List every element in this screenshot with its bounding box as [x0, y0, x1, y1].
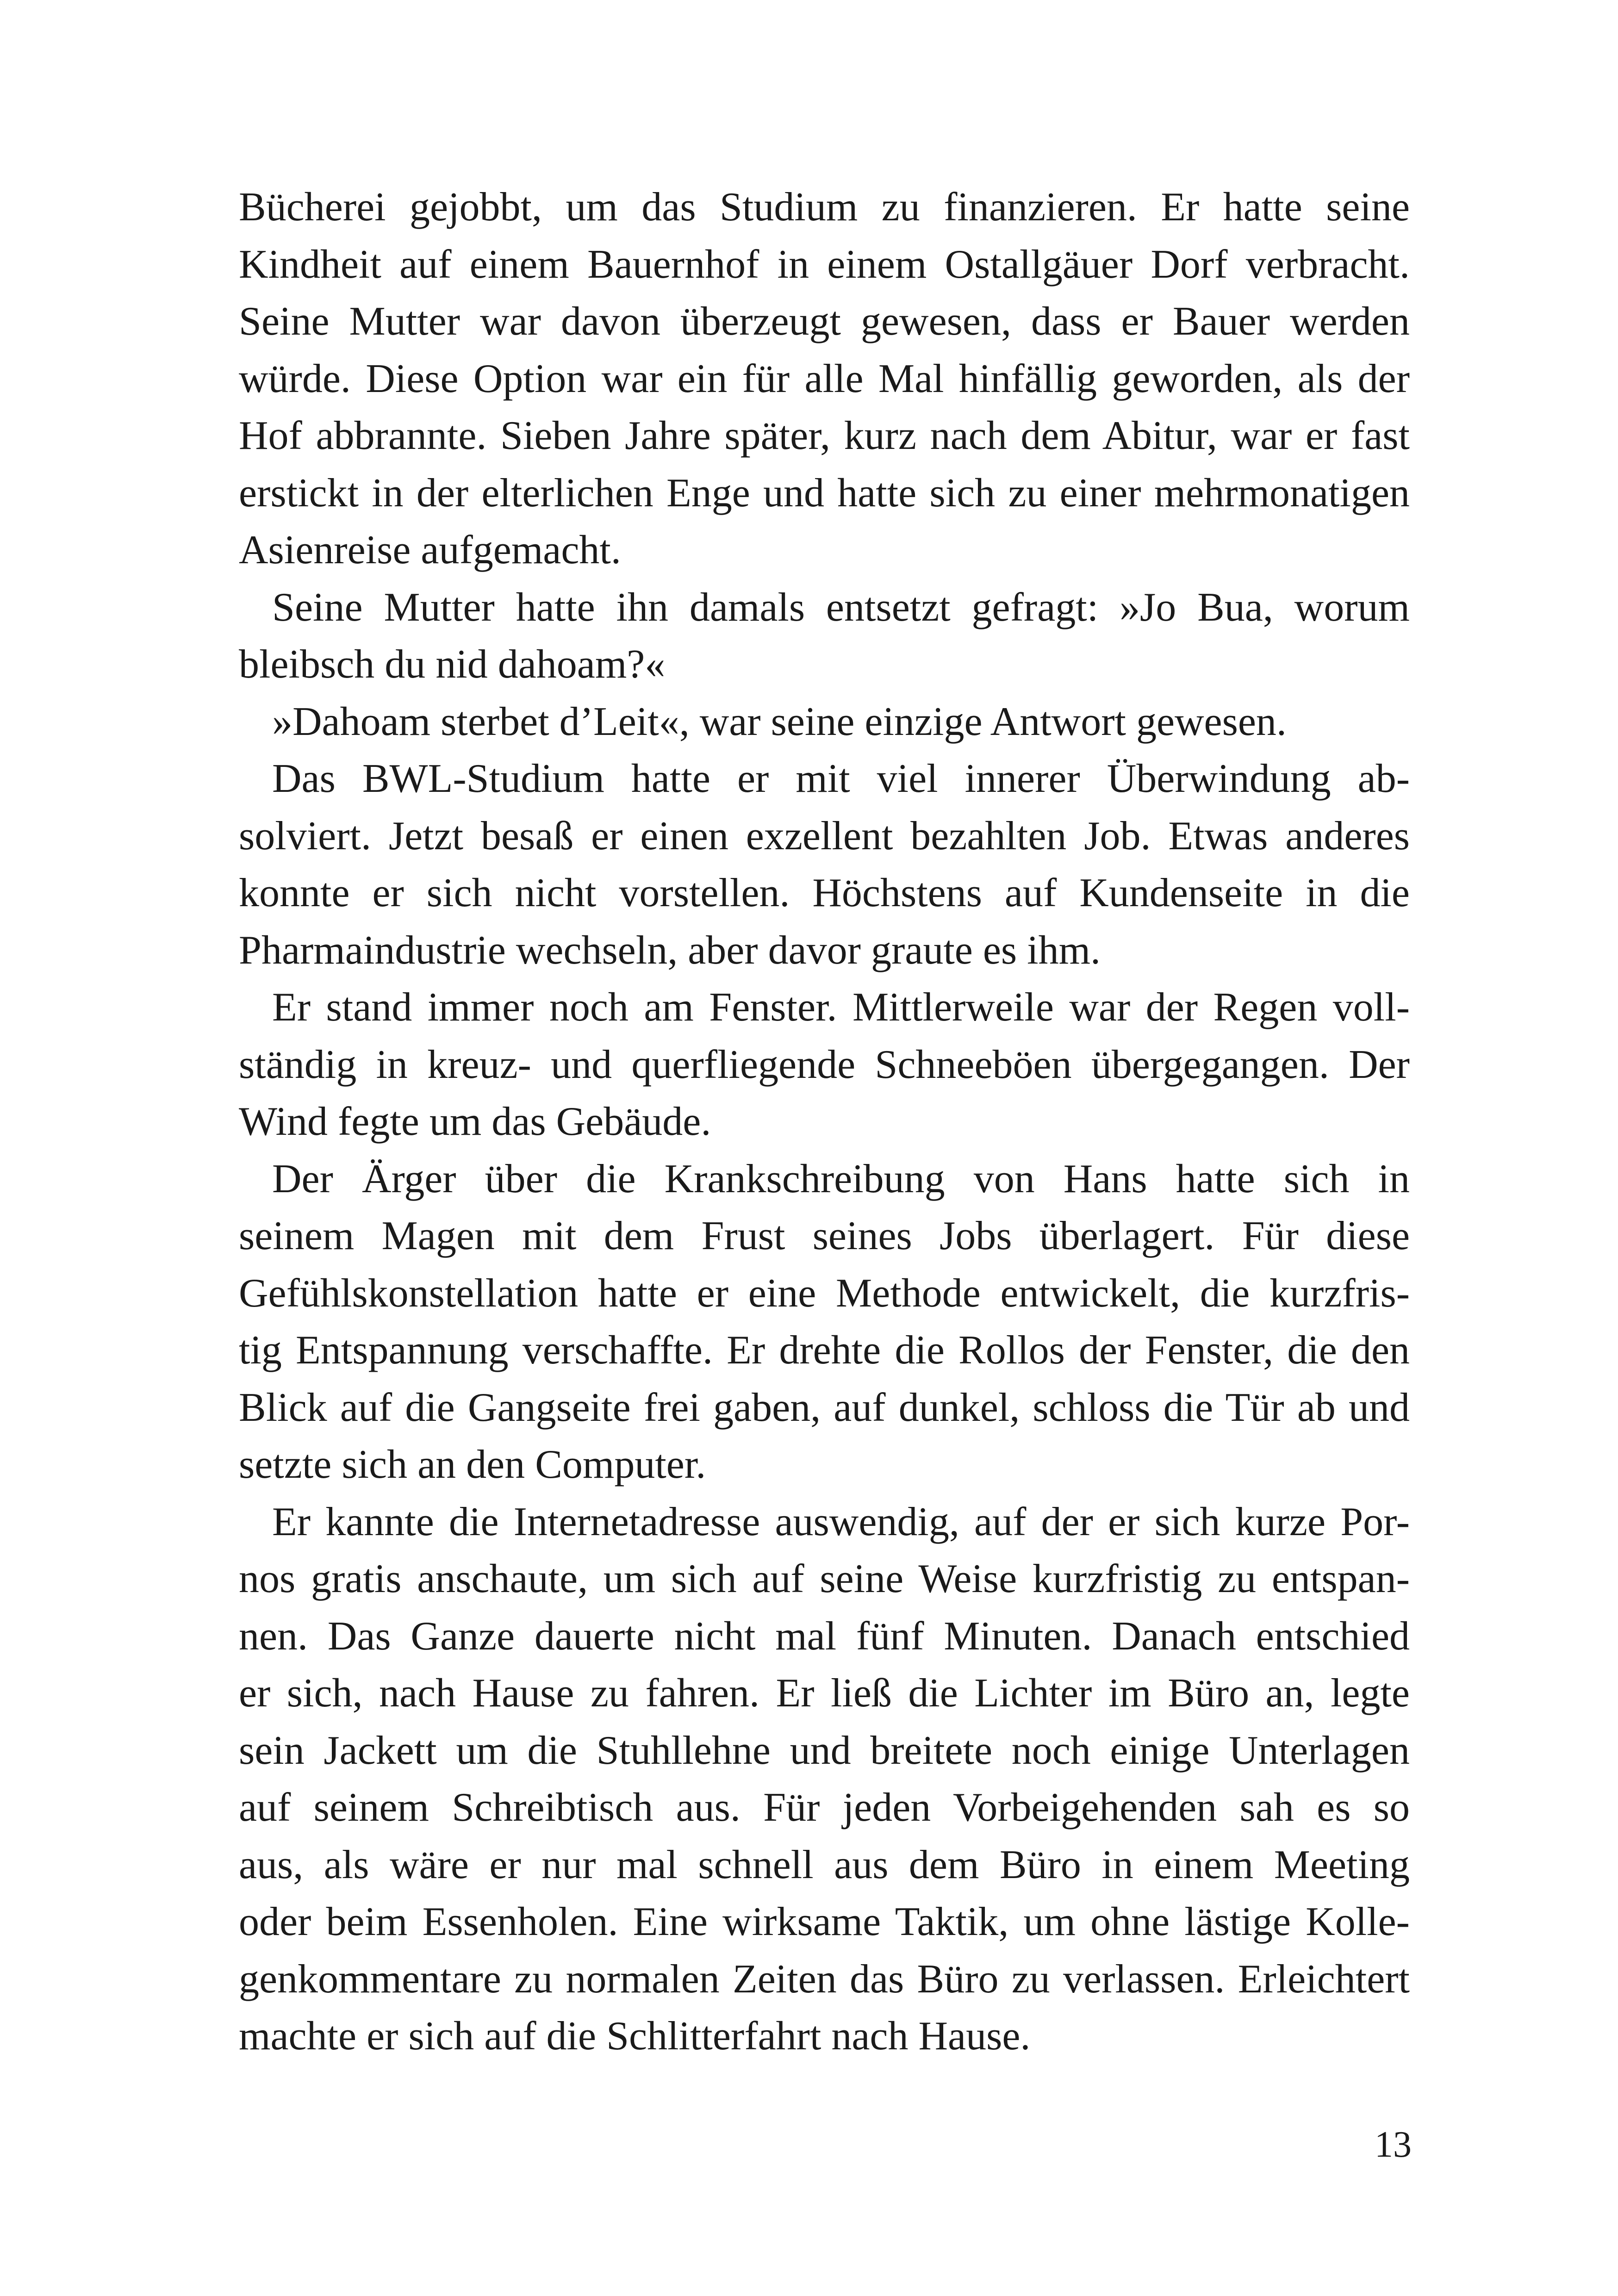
text-line: genkommentare zu normalen Zeiten das Büro zu verlassen. Erleichtert — [239, 1956, 1410, 2002]
text-line: Der Ärger über die Krankschreibung von Hans hatte sich in — [272, 1156, 1410, 1201]
text-line: Das BWL-Studium hatte er mit viel innerer Überwindung ab- — [272, 756, 1410, 801]
text-line: Kindheit auf einem Bauernhof in einem Ostallgäuer Dorf verbracht. — [239, 242, 1410, 287]
page-number: 13 — [1375, 2124, 1412, 2165]
text-line: setzte sich an den Computer. — [239, 1442, 706, 1487]
text-line: ständig in kreuz- und querfliegende Schneeböen übergegangen. Der — [239, 1042, 1410, 1087]
paragraph — [239, 1151, 1410, 1493]
text-line: konnte er sich nicht vorstellen. Höchstens auf Kundenseite in die — [239, 871, 1410, 915]
paragraph — [239, 579, 1410, 693]
text-line: Asienreise aufgemacht. — [239, 528, 621, 572]
paragraph — [239, 179, 1410, 579]
text-line: »Dahoam sterbet d’Leit«, war seine einzige Antwort gewesen. — [272, 699, 1287, 744]
text-line: Wind fegte um das Gebäude. — [239, 1099, 711, 1144]
text-line: nen. Das Ganze dauerte nicht mal fünf Minuten. Danach entschied — [239, 1613, 1410, 1659]
text-line: Blick auf die Gangseite frei gaben, auf dunkel, schloss die Tür ab und — [239, 1385, 1410, 1430]
text-line: seinem Magen mit dem Frust seines Jobs überlagert. Für diese — [239, 1213, 1410, 1258]
text-line: erstickt in der elterlichen Enge und hatte sich zu einer mehrmonatigen — [239, 470, 1410, 516]
text-line: Er stand immer noch am Fenster. Mittlerweile war der Regen voll- — [272, 985, 1410, 1030]
text-line: Bücherei gejobbt, um das Studium zu finanzieren. Er hatte seine — [239, 185, 1410, 230]
text-line: Hof abbrannte. Sieben Jahre später, kurz nach dem Abitur, war er fast — [239, 413, 1410, 458]
text-line: Seine Mutter war davon überzeugt gewesen, dass er Bauer werden — [239, 299, 1410, 344]
text-line: solviert. Jetzt besaß er einen exzellent bezahlten Job. Etwas anderes — [239, 813, 1410, 859]
paragraph — [239, 979, 1410, 1151]
text-line: sein Jackett um die Stuhllehne und breitete noch einige Unterlagen — [239, 1728, 1410, 1773]
body-text — [239, 179, 1410, 2065]
text-line: Er kannte die Internetadresse auswendig, auf der er sich kurze Por- — [272, 1499, 1410, 1544]
paragraph — [239, 750, 1410, 979]
text-line: aus, als wäre er nur mal schnell aus dem Büro in einem Meeting — [239, 1842, 1410, 1887]
paragraph — [239, 693, 1410, 751]
text-line: Seine Mutter hatte ihn damals entsetzt gefragt: »Jo Bua, worum — [272, 585, 1410, 630]
text-line: er sich, nach Hause zu fahren. Er ließ die Lichter im Büro an, legte — [239, 1671, 1410, 1716]
text-line: auf seinem Schreibtisch aus. Für jeden Vorbeigehenden sah es so — [239, 1785, 1410, 1830]
text-line: oder beim Essenholen. Eine wirksame Taktik, um ohne lästige Kolle- — [239, 1899, 1410, 1944]
text-line: machte er sich auf die Schlitterfahrt nach Hause. — [239, 2014, 1031, 2059]
text-line: bleibsch du nid dahoam?« — [239, 642, 666, 687]
text-line: würde. Diese Option war ein für alle Mal hinfällig geworden, als der — [239, 356, 1410, 401]
text-line: nos gratis anschaute, um sich auf seine Weise kurzfristig zu entspan- — [239, 1556, 1410, 1601]
text-line: Pharmaindustrie wechseln, aber davor graute es ihm. — [239, 927, 1101, 973]
paragraph — [239, 1493, 1410, 2065]
text-line: tig Entspannung verschaffte. Er drehte die Rollos der Fenster, die den — [239, 1328, 1410, 1373]
text-line: Gefühlskonstellation hatte er eine Methode entwickelt, die kurzfris- — [239, 1270, 1410, 1316]
